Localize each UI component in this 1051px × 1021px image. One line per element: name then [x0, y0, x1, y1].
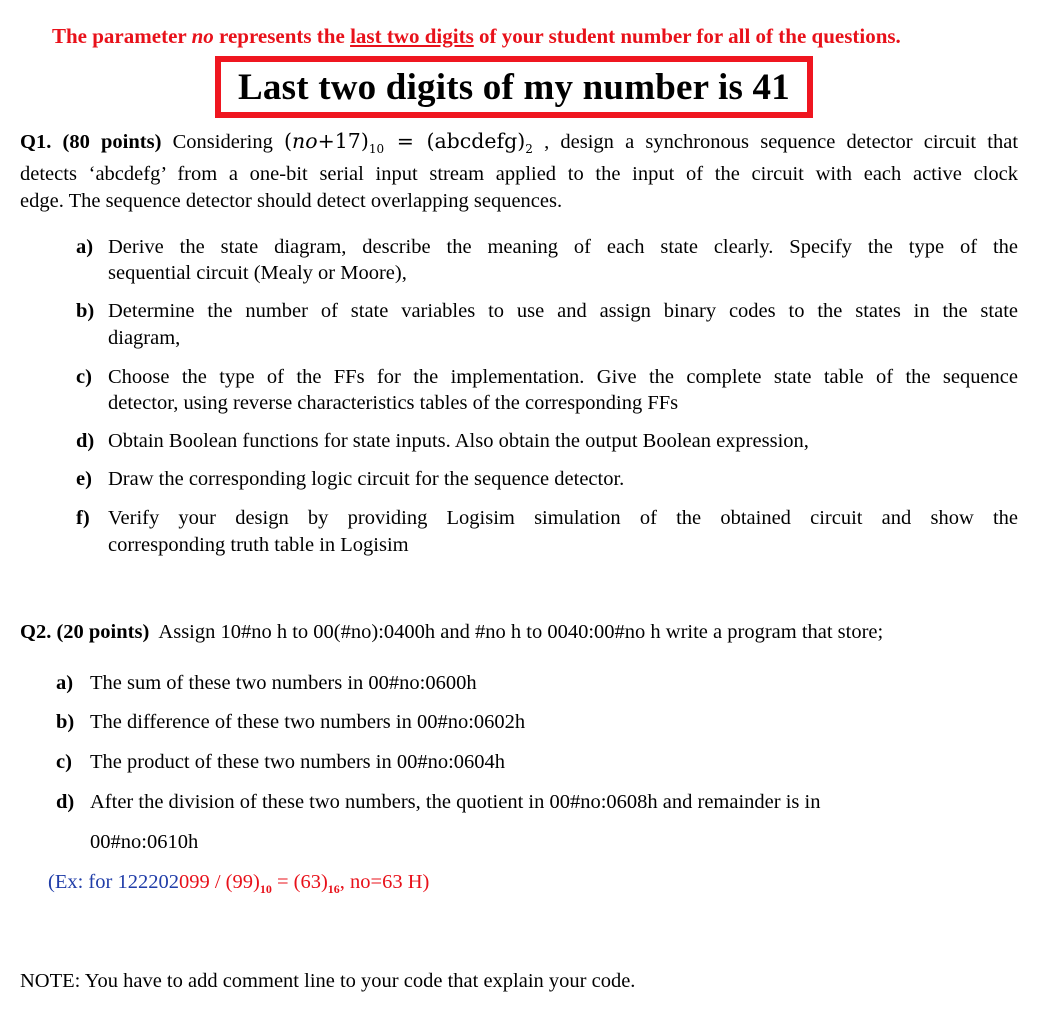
q2-item-a-label: a) — [56, 672, 74, 694]
q2-item-b-text: The difference of these two numbers in 00#no:0602h — [90, 711, 526, 733]
q1-formula: $(no+17)_{10}$ = $(abcdefg)_2$ — [284, 129, 533, 157]
q1-item-f-line1: Verify your design by providing Logisim simulation of the obtained circuit and show the — [108, 507, 1018, 529]
q1-intro-line3: edge. The sequence detector should detect overlapping sequences. — [20, 190, 563, 212]
q1-item-f-label: f) — [76, 507, 90, 529]
underlined-phrase: last two digits — [350, 24, 474, 48]
q2-item-b-label: b) — [56, 711, 75, 733]
q1-intro-line1: Q1. (80 points) Considering $(no+17)_{10}$ = $(abcdefg)_2$ , design a synchronous sequence detector circuit that — [20, 129, 1019, 157]
q2-item-c-label: c) — [56, 751, 72, 773]
q2-example: (Ex: for $122202099 / (99)_{10} = (63)_{16}$, no=63 H) — [48, 871, 430, 897]
q2-item-d-text2: 00#no:0610h — [90, 831, 199, 853]
student-number-text: Last two digits of my number is 41 — [238, 66, 790, 108]
q1-item-b-line1: Determine the number of state variables to use and assign binary codes to the states in the state — [108, 300, 1018, 322]
instructions-header: The parameter no represents the last two digits of your student number for all of the questions. — [52, 24, 901, 48]
q1-item-c-line1: Choose the type of the FFs for the implementation. Give the complete state table of the sequence — [108, 366, 1018, 388]
q1-item-a-line1: Derive the state diagram, describe the meaning of each state clearly. Specify the type of the — [108, 236, 1018, 258]
q2-item-c-text: The product of these two numbers in 00#no:0604h — [90, 751, 506, 773]
q1-item-d-line1: Obtain Boolean functions for state inputs. Also obtain the output Boolean expression, — [108, 430, 809, 452]
note: NOTE: You have to add comment line to your code that explain your code. — [20, 970, 636, 992]
q1-item-e-line1: Draw the corresponding logic circuit for the sequence detector. — [108, 468, 625, 490]
q1-label: Q1. (80 points) — [20, 131, 162, 153]
q1-item-f-line2: corresponding truth table in Logisim — [108, 534, 409, 556]
q2-label: Q2. (20 points) — [20, 621, 150, 643]
q2-item-d-text: After the division of these two numbers, the quotient in 00#no:0608h and remainder is in — [90, 791, 821, 813]
example-red-digits: 099 — [178, 871, 210, 893]
q1-item-b-line2: diagram, — [108, 327, 181, 349]
q1-item-a-label: a) — [76, 236, 94, 258]
q2-intro: Q2. (20 points) Assign 10#no h to 00(#no):0400h and #no h to 0040:00#no h write a program that store; — [20, 621, 884, 643]
q2-item-d-label: d) — [56, 791, 75, 813]
q1-item-a-line2: sequential circuit (Mealy or Moore), — [108, 262, 407, 284]
param-name: no — [191, 24, 214, 48]
q1-item-c-label: c) — [76, 366, 92, 388]
q1-item-b-label: b) — [76, 300, 95, 322]
q2-item-a-text: The sum of these two numbers in 00#no:0600h — [90, 672, 477, 694]
q1-item-c-line2: detector, using reverse characteristics tables of the corresponding FFs — [108, 392, 679, 414]
student-number-box — [215, 56, 813, 118]
q1-item-e-label: e) — [76, 468, 92, 490]
q1-item-d-label: d) — [76, 430, 95, 452]
q1-intro-line2: detects ‘abcdefg’ from a one-bit serial input stream applied to the input of the circuit with each active clock — [20, 163, 1018, 185]
